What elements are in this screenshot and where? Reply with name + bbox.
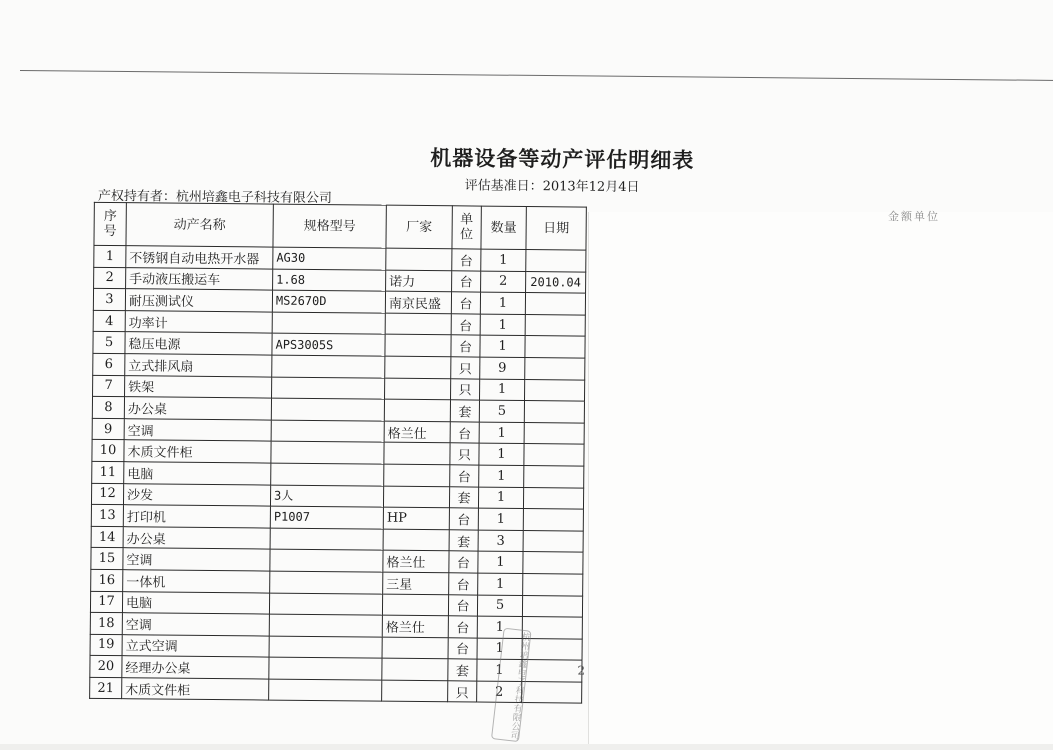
cell-qty: 1 [478, 573, 523, 595]
cell-name: 打印机 [123, 505, 270, 528]
cell-qty: 3 [478, 530, 523, 552]
cell-seq: 10 [92, 440, 124, 462]
cell-maker: 格兰仕 [382, 615, 448, 637]
cell-unit: 台 [450, 465, 479, 487]
cell-qty: 9 [480, 357, 525, 379]
cell-qty: 1 [481, 249, 526, 271]
cell-date [524, 422, 584, 444]
cell-unit: 套 [449, 486, 478, 508]
company-seal-stamp: 杭州培鑫电子科技有限公司 [491, 628, 532, 742]
cell-name: 立式空调 [122, 634, 269, 657]
cell-unit: 套 [449, 530, 478, 552]
cell-unit: 台 [452, 270, 481, 292]
cell-seq: 13 [91, 504, 123, 526]
cell-model [272, 312, 385, 335]
cell-seq: 19 [90, 634, 122, 656]
cell-unit: 台 [449, 573, 478, 595]
cell-qty: 1 [480, 292, 525, 314]
cell-name: 不锈钢自动电热开水器 [126, 246, 273, 269]
cell-name: 木质文件柜 [122, 678, 269, 701]
partial-header-right: 金额单位 [888, 210, 940, 223]
cell-qty: 1 [477, 616, 522, 638]
cell-date [524, 379, 584, 401]
cell-model [271, 398, 384, 421]
cell-date [525, 336, 585, 358]
header-date: 日期 [526, 207, 586, 251]
cell-unit: 只 [450, 443, 479, 465]
cell-unit: 台 [448, 637, 477, 659]
cell-maker: 诺力 [386, 270, 452, 292]
cell-name: 电脑 [122, 591, 269, 614]
cell-seq: 6 [93, 353, 125, 375]
cell-model: P1007 [270, 506, 383, 529]
cell-name: 电脑 [124, 462, 271, 485]
cell-date [525, 357, 585, 379]
cell-date [523, 552, 583, 574]
cell-name: 空调 [124, 418, 271, 441]
cell-date [524, 465, 584, 487]
cell-model [269, 679, 382, 702]
cell-maker [382, 680, 448, 702]
cell-unit: 台 [451, 292, 480, 314]
cell-name: 稳压电源 [125, 332, 272, 355]
cell-maker: HP [383, 507, 449, 529]
cell-name: 耐压测试仪 [125, 289, 272, 312]
cell-qty: 1 [478, 551, 523, 573]
cell-seq: 8 [92, 397, 124, 419]
cell-unit: 台 [450, 422, 479, 444]
cell-date [523, 573, 583, 595]
cell-maker [384, 399, 450, 421]
cell-date: 2010.04 [526, 271, 586, 293]
cell-date [522, 638, 582, 660]
cell-qty: 1 [479, 422, 524, 444]
document-title: 机器设备等动产评估明细表 [430, 146, 695, 173]
cell-date [525, 314, 585, 336]
cell-name: 立式排风扇 [125, 354, 272, 377]
header-seq: 序号 [94, 202, 126, 245]
cell-seq: 21 [90, 677, 122, 699]
valuation-base-date: 评估基准日：2013年12月4日 [464, 178, 640, 196]
cell-unit: 台 [449, 508, 478, 530]
header-name: 动产名称 [126, 203, 273, 247]
cell-date [523, 509, 583, 531]
cell-qty: 1 [478, 487, 523, 509]
cell-maker [385, 378, 451, 400]
margin-fragment: 2 [577, 663, 586, 678]
cell-qty: 2 [477, 681, 522, 703]
cell-maker [384, 464, 450, 486]
cell-maker [382, 658, 448, 680]
cell-model [270, 571, 383, 594]
cell-date [522, 660, 582, 682]
cell-name: 沙发 [123, 483, 270, 506]
cell-name: 经理办公桌 [122, 656, 269, 679]
cell-model [272, 377, 385, 400]
cell-unit: 台 [448, 594, 477, 616]
cell-maker [386, 248, 452, 270]
cell-date [524, 401, 584, 423]
table-header-row [94, 202, 586, 250]
cell-seq: 7 [93, 375, 125, 397]
cell-maker [384, 443, 450, 465]
cell-model: 3人 [270, 485, 383, 508]
cell-seq: 12 [91, 483, 123, 505]
cell-model [271, 463, 384, 486]
cell-maker: 格兰仕 [383, 550, 449, 572]
cell-model: APS3005S [272, 333, 385, 356]
cell-date [524, 444, 584, 466]
cell-seq: 17 [90, 591, 122, 613]
cell-model [269, 614, 382, 637]
cell-qty: 5 [479, 400, 524, 422]
cell-model: AG30 [273, 247, 386, 270]
cell-name: 办公桌 [123, 526, 270, 549]
cell-date [522, 681, 582, 703]
cell-name: 办公桌 [124, 397, 271, 420]
cell-qty: 1 [478, 508, 523, 530]
header-maker: 厂家 [386, 205, 452, 249]
cell-name: 空调 [123, 548, 270, 571]
cell-model [270, 549, 383, 572]
cell-seq: 18 [90, 612, 122, 634]
cell-seq: 15 [91, 548, 123, 570]
cell-qty: 1 [480, 335, 525, 357]
cell-model [269, 657, 382, 680]
cell-unit: 套 [450, 400, 479, 422]
cell-date [526, 250, 586, 272]
cell-maker [382, 594, 448, 616]
cell-model [269, 593, 382, 616]
cell-model [271, 441, 384, 464]
cell-maker [383, 486, 449, 508]
cell-date [523, 530, 583, 552]
cell-seq: 3 [93, 289, 125, 311]
cell-maker [385, 335, 451, 357]
cell-maker [383, 529, 449, 551]
cell-model [271, 420, 384, 443]
cell-maker: 格兰仕 [384, 421, 450, 443]
cell-qty: 1 [479, 465, 524, 487]
cell-unit: 套 [448, 659, 477, 681]
cell-name: 手动液压搬运车 [126, 267, 273, 290]
header-qty: 数量 [481, 206, 526, 249]
cell-seq: 11 [92, 461, 124, 483]
overlapping-page [588, 212, 1053, 744]
cell-model: MS2670D [272, 290, 385, 313]
cell-maker: 三星 [383, 572, 449, 594]
cell-qty: 1 [477, 638, 522, 660]
cell-qty: 1 [479, 443, 524, 465]
cell-model: 1.68 [273, 269, 386, 292]
cell-unit: 只 [451, 357, 480, 379]
cell-name: 一体机 [123, 570, 270, 593]
cell-unit: 只 [451, 378, 480, 400]
cell-name: 空调 [122, 613, 269, 636]
cell-maker [385, 356, 451, 378]
cell-name: 木质文件柜 [124, 440, 271, 463]
cell-seq: 20 [90, 656, 122, 678]
cell-seq: 14 [91, 526, 123, 548]
cell-model [272, 355, 385, 378]
cell-qty: 5 [477, 595, 522, 617]
cell-seq: 9 [92, 418, 124, 440]
cell-unit: 台 [451, 314, 480, 336]
header-unit: 单位 [452, 206, 481, 249]
property-owner: 产权持有者：杭州培鑫电子科技有限公司 [97, 188, 333, 207]
cell-unit: 台 [449, 551, 478, 573]
cell-unit: 台 [452, 249, 481, 271]
cell-qty: 1 [480, 379, 525, 401]
cell-seq: 1 [94, 245, 126, 267]
cell-date [522, 595, 582, 617]
cell-seq: 5 [93, 332, 125, 354]
cell-name: 功率计 [125, 310, 272, 333]
cell-maker [382, 637, 448, 659]
cell-model [270, 528, 383, 551]
header-model: 规格型号 [273, 204, 386, 248]
cell-qty: 1 [480, 314, 525, 336]
cell-qty: 2 [481, 271, 526, 293]
cell-maker [385, 313, 451, 335]
cell-date [523, 487, 583, 509]
cell-seq: 4 [93, 310, 125, 332]
cell-date [522, 617, 582, 639]
cell-maker: 南京民盛 [385, 291, 451, 313]
cell-model [269, 636, 382, 659]
cell-seq: 2 [94, 267, 126, 289]
cell-unit: 只 [448, 681, 477, 703]
cell-name: 铁架 [125, 375, 272, 398]
cell-unit: 台 [451, 335, 480, 357]
cell-seq: 16 [91, 569, 123, 591]
cell-date [525, 293, 585, 315]
cell-unit: 台 [448, 616, 477, 638]
cell-qty: 1 [477, 659, 522, 681]
